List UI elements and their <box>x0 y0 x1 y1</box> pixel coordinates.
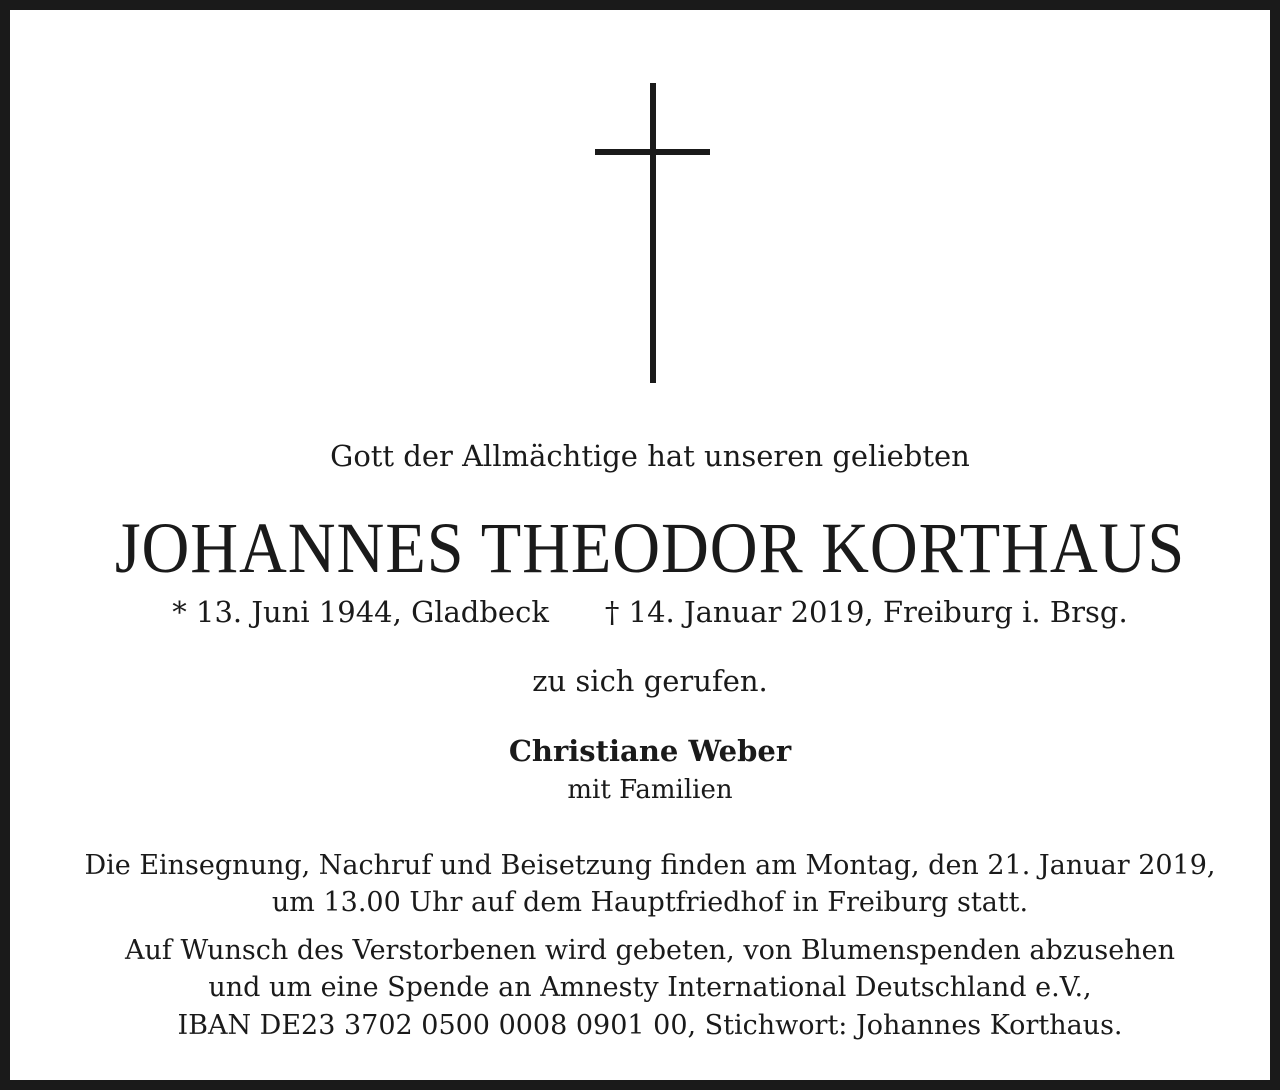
donation-line-3: IBAN DE23 3702 0500 0008 0901 00, Stichwort: Johannes Korthaus. <box>177 1010 1123 1041</box>
ceremony-line-2: um 13.00 Uhr auf dem Hauptfriedhof in Freiburg statt. <box>271 887 1029 918</box>
donation-line-2: und um eine Spende an Amnesty International Deutschland e.V., <box>208 972 1092 1003</box>
mourner-family: mit Familien <box>567 775 733 805</box>
death-date: † 14. Januar 2019, Freiburg i. Brsg. <box>604 595 1128 629</box>
called-text: zu sich gerufen. <box>532 664 768 698</box>
ceremony-line-1: Die Einsegnung, Nachruf und Beisetzung finden am Montag, den 21. Januar 2019, <box>84 850 1216 881</box>
mourner-name: Christiane Weber <box>508 734 792 768</box>
cross-icon <box>595 83 710 383</box>
cross-vertical-bar <box>650 83 656 383</box>
life-dates <box>10 595 1280 629</box>
donation-line-1: Auf Wunsch des Verstorbenen wird gebeten, von Blumenspenden abzusehen <box>125 935 1175 966</box>
birth-date: * 13. Juni 1944, Gladbeck <box>172 595 549 629</box>
intro-text: Gott der Allmächtige hat unseren geliebten <box>330 439 970 473</box>
deceased-name: JOHANNES THEODOR KORTHAUS <box>114 508 1186 588</box>
cross-horizontal-bar <box>595 149 710 155</box>
